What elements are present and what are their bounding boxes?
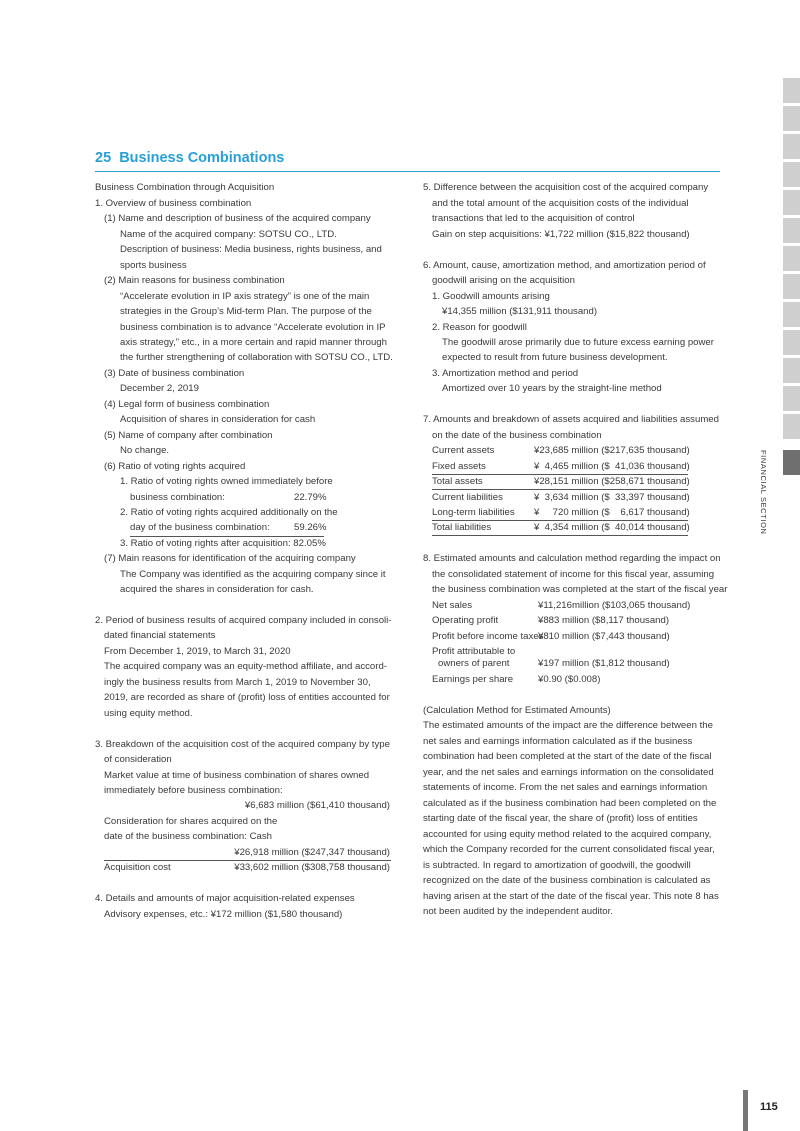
amount-value: ¥26,918 million ($247,347 thousand) <box>234 847 390 858</box>
text-line: 4. Details and amounts of major acquisition-related expenses <box>95 893 355 904</box>
table-rule <box>432 489 688 490</box>
ratio-value: 22.79% <box>294 492 327 503</box>
table-row-label: Earnings per share <box>432 674 514 685</box>
text-line: 7. Amounts and breakdown of assets acquired and liabilities assumed <box>423 414 719 425</box>
table-row-label: Fixed assets <box>432 461 486 472</box>
table-row-value: ¥ 3,634 million ($ 33,397 thousand) <box>534 492 690 503</box>
text-line: 1. Overview of business combination <box>95 198 252 209</box>
section-tab <box>783 106 800 131</box>
section-tab-active <box>783 450 800 475</box>
text-line: dated financial statements <box>104 630 216 641</box>
text-line: “Accelerate evolution in IP axis strategy” is one of the main <box>120 291 370 302</box>
text-line: on the date of the business combination <box>432 430 602 441</box>
table-row-label: Current liabilities <box>432 492 503 503</box>
text-line: (7) Main reasons for identification of the acquiring company <box>104 553 356 564</box>
text-line: Business Combination through Acquisition <box>95 182 275 193</box>
table-row-value: ¥ 4,354 million ($ 40,014 thousand) <box>534 522 690 533</box>
text-line: strategies in the Group’s Mid-term Plan. The purpose of the <box>120 306 372 317</box>
text-line: business combination: <box>130 492 225 503</box>
text-line: No change. <box>120 445 170 456</box>
text-line: the further strengthening of collaboration with SOTSU CO., LTD. <box>120 352 393 363</box>
text-line: 3. Ratio of voting rights after acquisition: 82.05% <box>120 538 326 549</box>
amount-value: ¥6,683 million ($61,410 thousand) <box>244 800 390 811</box>
text-line: (1) Name and description of business of the acquired company <box>104 213 371 224</box>
text-line: 2. Period of business results of acquired company included in consoli- <box>95 615 392 626</box>
text-line: (4) Legal form of business combination <box>104 399 270 410</box>
text-line: statements of income. From the net sales and earnings information <box>423 782 708 793</box>
text-line: using equity method. <box>104 708 193 719</box>
text-line: 3. Breakdown of the acquisition cost of the acquired company by type <box>95 739 390 750</box>
table-row-label: Total assets <box>432 476 483 487</box>
text-line: and the total amount of the acquisition costs of the individual <box>432 198 689 209</box>
text-line: 2. Reason for goodwill <box>432 322 527 333</box>
table-row-label: Long-term liabilities <box>432 507 515 518</box>
table-row-label: Profit before income taxes <box>432 631 544 642</box>
text-line: 5. Difference between the acquisition cost of the acquired company <box>423 182 709 193</box>
table-row-label: Operating profit <box>432 615 499 626</box>
section-tab <box>783 246 800 271</box>
text-line: transactions that led to the acquisition of control <box>432 213 635 224</box>
table-row-label: Total liabilities <box>432 522 492 533</box>
section-tab <box>783 358 800 383</box>
text-line: expected to result from future business development. <box>442 352 668 363</box>
section-tab <box>783 218 800 243</box>
text-line: The estimated amounts of the impact are the difference between the <box>423 720 713 731</box>
text-line: (3) Date of business combination <box>104 368 245 379</box>
text-line: ¥14,355 million ($131,911 thousand) <box>442 306 598 317</box>
text-line: (Calculation Method for Estimated Amounts) <box>423 705 611 716</box>
text-line: the business combination was completed at the start of the fiscal year <box>432 584 728 595</box>
side-label-text: FINANCIAL SECTION <box>759 450 768 535</box>
sum-rule <box>104 860 391 861</box>
table-row-value: ¥ 4,465 million ($ 41,036 thousand) <box>534 461 690 472</box>
text-line: Acquisition cost <box>104 862 171 873</box>
text-line: From December 1, 2019, to March 31, 2020 <box>104 646 291 657</box>
text-line: 1. Goodwill amounts arising <box>432 291 550 302</box>
text-line: of consideration <box>104 754 172 765</box>
section-tab <box>783 162 800 187</box>
text-line: Consideration for shares acquired on the <box>104 816 278 827</box>
table-row-label: Profit attributable to <box>432 646 516 657</box>
text-line: (5) Name of company after combination <box>104 430 273 441</box>
table-row-label: Net sales <box>432 600 472 611</box>
table-row-label: owners of parent <box>438 658 510 669</box>
text-line: the consolidated statement of income for this fiscal year, assuming <box>432 569 715 580</box>
title-rule <box>95 171 720 172</box>
text-line: which the Company recorded for the current consolidated fiscal year, <box>423 844 715 855</box>
text-line: Acquisition of shares in consideration for cash <box>120 414 316 425</box>
text-line: 2. Ratio of voting rights acquired additionally on the <box>120 507 338 518</box>
section-title <box>95 150 284 166</box>
section-tab <box>783 330 800 355</box>
page-number-bar <box>743 1090 748 1131</box>
table-rule <box>432 474 688 475</box>
text-line: axis strategy,” etc., in a more certain and rapid manner through <box>120 337 387 348</box>
text-line: acquired the shares in consideration for cash. <box>120 584 314 595</box>
table-row-value: ¥28,151 million ($258,671 thousand) <box>534 476 690 487</box>
amount-value: ¥33,602 million ($308,758 thousand) <box>234 862 390 873</box>
table-row-label: Current assets <box>432 445 495 456</box>
text-line: 3. Amortization method and period <box>432 368 579 379</box>
section-tab <box>783 78 800 103</box>
text-line: 6. Amount, cause, amortization method, and amortization period of <box>423 260 706 271</box>
side-section-label <box>761 450 775 550</box>
text-line: calculated as if the business combination had been completed on the <box>423 798 717 809</box>
text-line: sports business <box>120 260 187 271</box>
text-line: 1. Ratio of voting rights owned immediately before <box>120 476 333 487</box>
table-row-value: ¥883 million ($8,117 thousand) <box>538 615 670 626</box>
text-line: recognized on the date of the business combination is calculated as <box>423 875 711 886</box>
text-line: (2) Main reasons for business combination <box>104 275 285 286</box>
table-row-value: ¥11,216million ($103,065 thousand) <box>538 600 691 611</box>
table-row-value: ¥197 million ($1,812 thousand) <box>538 658 670 669</box>
text-line: The Company was identified as the acquiring company since it <box>120 569 386 580</box>
ratio-value: 59.26% <box>294 522 327 533</box>
section-tab <box>783 302 800 327</box>
text-line: date of the business combination: Cash <box>104 831 272 842</box>
section-number: 25 <box>95 150 112 166</box>
text-line: combination had been completed at the start of the date of the fiscal <box>423 751 712 762</box>
text-line: year, and the net sales and earnings information on the consolidated <box>423 767 714 778</box>
text-line: accounted for using equity method related to the acquired company, <box>423 829 712 840</box>
text-line: 8. Estimated amounts and calculation method regarding the impact on <box>423 553 721 564</box>
text-line: Market value at time of business combination of shares owned <box>104 770 370 781</box>
text-line: Description of business: Media business, rights business, and <box>120 244 382 255</box>
text-line: having arisen at the start of the date of the fiscal year. This note 8 has <box>423 891 719 902</box>
text-line: goodwill arising on the acquisition <box>432 275 575 286</box>
section-title-text: Business Combinations <box>119 150 285 166</box>
table-rule <box>432 520 688 521</box>
text-line: is subtracted. In regard to amortization of goodwill, the goodwill <box>423 860 691 871</box>
text-line: Advisory expenses, etc.: ¥172 million ($1,580 thousand) <box>104 909 343 920</box>
section-tab <box>783 414 800 439</box>
text-line: day of the business combination: <box>130 522 270 533</box>
text-line: The acquired company was an equity-method affiliate, and accord- <box>104 661 387 672</box>
text-line: Gain on step acquisitions: ¥1,722 million ($15,822 thousand) <box>432 229 690 240</box>
ratio-rule <box>130 536 324 537</box>
table-row-value: ¥810 million ($7,443 thousand) <box>538 631 670 642</box>
text-line: Amortized over 10 years by the straight-line method <box>442 383 662 394</box>
section-tab <box>783 134 800 159</box>
table-rule <box>432 535 688 536</box>
text-line: Name of the acquired company: SOTSU CO., LTD. <box>120 229 337 240</box>
text-line: starting date of the fiscal year, the share of (profit) loss of entities <box>423 813 698 824</box>
text-line: business combination is to advance “Accelerate evolution in IP <box>120 322 386 333</box>
text-line: The goodwill arose primarily due to future excess earning power <box>442 337 714 348</box>
section-tab <box>783 386 800 411</box>
text-line: 2019, are recorded as share of (profit) loss of entities accounted for <box>104 692 390 703</box>
table-row-value: ¥23,685 million ($217,635 thousand) <box>534 445 690 456</box>
page-number: 115 <box>760 1101 778 1113</box>
text-line: (6) Ratio of voting rights acquired <box>104 461 246 472</box>
text-line: ingly the business results from March 1, 2019 to November 30, <box>104 677 371 688</box>
text-line: December 2, 2019 <box>120 383 199 394</box>
text-line: net sales and earnings information calculated as if the business <box>423 736 693 747</box>
table-row-value: ¥ 720 million ($ 6,617 thousand) <box>534 507 690 518</box>
table-row-value: ¥0.90 ($0.008) <box>538 674 601 685</box>
section-tab <box>783 190 800 215</box>
text-line: not been audited by the independent auditor. <box>423 906 613 917</box>
text-line: immediately before business combination: <box>104 785 283 796</box>
section-tab <box>783 274 800 299</box>
